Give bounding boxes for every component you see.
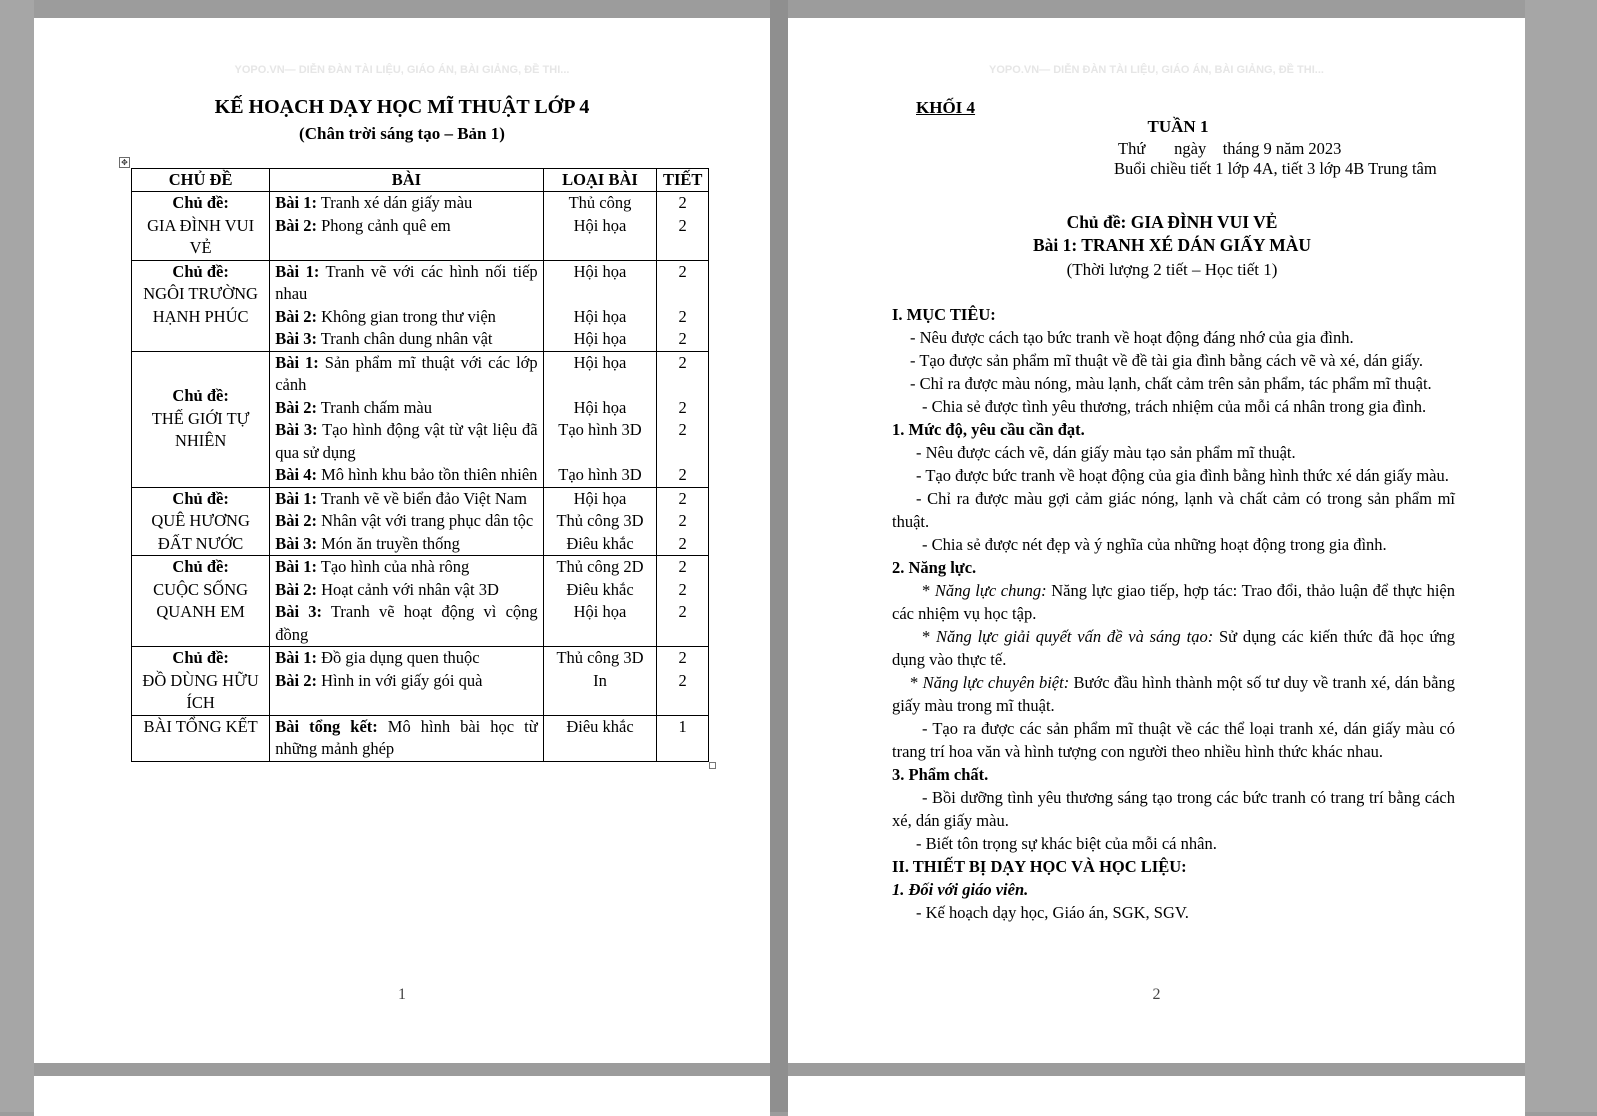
lesson-type: Thủ công 2D bbox=[556, 557, 644, 576]
document-page-1[interactable] bbox=[34, 18, 770, 1063]
plan-subtitle: (Chân trời sáng tạo – Bản 1) bbox=[299, 124, 505, 143]
lesson-periods: 2 bbox=[678, 648, 687, 667]
topic-name: NGÔI TRƯỜNG HẠNH PHÚC bbox=[143, 284, 258, 326]
quality-item: - Biết tôn trọng sự khác biệt của mỗi cá nhân. bbox=[916, 834, 1217, 853]
objective-item: - Tạo được sản phẩm mĩ thuật về đề tài gia đình bằng cách vẽ và xé, dán giấy. bbox=[910, 351, 1423, 370]
topic-heading: Chủ đề: GIA ĐÌNH VUI VẺ bbox=[1066, 212, 1278, 232]
section-objectives-title: I. MỤC TIÊU: bbox=[892, 305, 996, 324]
lesson-type-cell[interactable] bbox=[543, 487, 657, 556]
lesson-title: Tranh vẽ với các hình nối tiếp nhau bbox=[275, 261, 538, 303]
lesson-type: Hội họa bbox=[573, 306, 627, 326]
lesson-type: Tạo hình 3D bbox=[558, 465, 642, 484]
table-row bbox=[132, 487, 709, 556]
week-heading: TUẦN 1 bbox=[1147, 117, 1209, 136]
lesson-number: Bài 3: bbox=[275, 329, 317, 348]
lesson-periods: 2 bbox=[678, 261, 687, 281]
lesson-type-cell[interactable] bbox=[543, 715, 657, 761]
lessons-cell[interactable] bbox=[270, 487, 543, 556]
topic-cell[interactable] bbox=[132, 192, 270, 261]
page-header-watermark: YOPO.VN— DIỄN ĐÀN TÀI LIỆU, GIÁO ÁN, BÀI GIẢNG, ĐỀ THI... bbox=[234, 64, 570, 76]
lesson-periods: 2 bbox=[678, 533, 687, 553]
quality-item: - Bồi dưỡng tình yêu thương sáng tạo trong các bức tranh có trang trí bằng cách xé, dán giấy màu. bbox=[892, 788, 1455, 830]
lesson-title: Mô hình bài học từ những mảnh ghép bbox=[275, 716, 538, 758]
subsection-requirements-title: 1. Mức độ, yêu cầu cần đạt. bbox=[892, 420, 1085, 439]
lesson-item bbox=[275, 533, 537, 556]
lessons-cell[interactable] bbox=[270, 192, 543, 261]
competency-label: Năng lực giải quyết vấn đề và sáng tạo: bbox=[936, 627, 1214, 646]
lesson-number: Bài 3: bbox=[275, 420, 318, 439]
competency-item: * Năng lực chung: Năng lực giao tiếp, hợp tác: Trao đổi, thảo luận để thực hiện các nhiệm vụ học tập. bbox=[892, 581, 1456, 623]
lesson-periods: 2 bbox=[678, 215, 687, 235]
table-row bbox=[132, 351, 709, 487]
lesson-title: Không gian trong thư viện bbox=[316, 306, 496, 326]
lesson-title: Phong cảnh quê em bbox=[316, 215, 451, 235]
lesson-item bbox=[275, 328, 537, 351]
document-page-4-top[interactable] bbox=[788, 1076, 1525, 1116]
lesson-number: Bài 2: bbox=[275, 397, 317, 417]
competency-text: Bước đầu hình thành một số tư duy về tranh xé, dán bằng giấy màu trong mĩ thuật. bbox=[892, 673, 1455, 715]
lesson-type-cell[interactable] bbox=[543, 192, 657, 261]
periods-cell[interactable] bbox=[657, 487, 709, 556]
lesson-item bbox=[275, 464, 537, 487]
lesson-number: Bài 2: bbox=[275, 306, 317, 326]
table-row bbox=[132, 192, 709, 261]
requirement-item: - Nêu được cách vẽ, dán giấy màu tạo sản phẩm mĩ thuật. bbox=[916, 443, 1296, 462]
page-number: 2 bbox=[1152, 986, 1161, 1003]
objective-item: - Chỉ ra được màu nóng, màu lạnh, chất cảm trên sản phẩm, tác phẩm mĩ thuật. bbox=[910, 374, 1432, 393]
requirement-item: - Chia sẻ được nét đẹp và ý nghĩa của những hoạt động trong gia đình. bbox=[922, 535, 1387, 554]
periods-cell[interactable] bbox=[657, 647, 709, 716]
subsection-qualities-title: 3. Phẩm chất. bbox=[892, 765, 989, 784]
lesson-item bbox=[275, 192, 537, 215]
lesson-periods: 2 bbox=[678, 579, 687, 599]
topic-name: ĐỒ DÙNG HỮU ÍCH bbox=[142, 670, 259, 712]
lesson-periods: 2 bbox=[678, 557, 687, 576]
topic-cell[interactable] bbox=[132, 556, 270, 647]
lesson-type: Điêu khắc bbox=[566, 533, 634, 553]
lesson-item bbox=[275, 510, 537, 533]
lesson-periods: 2 bbox=[678, 602, 687, 621]
requirement-item: - Chỉ ra được màu gợi cảm giác nóng, lạnh và chất cảm có trong sản phẩm mĩ thuật. bbox=[892, 489, 1455, 531]
topic-name: BÀI TỔNG KẾT bbox=[143, 716, 258, 736]
periods-cell[interactable] bbox=[657, 260, 709, 351]
lesson-type-cell[interactable] bbox=[543, 647, 657, 716]
topic-cell[interactable] bbox=[132, 351, 270, 487]
section-equipment-title: II. THIẾT BỊ DẠY HỌC VÀ HỌC LIỆU: bbox=[892, 857, 1187, 876]
lesson-number: Bài 2: bbox=[275, 579, 317, 599]
lesson-title: Món ăn truyền thống bbox=[316, 533, 460, 553]
lesson-type: Hội họa bbox=[573, 261, 627, 281]
lesson-periods: 1 bbox=[678, 716, 687, 736]
lesson-number: Bài 2: bbox=[275, 511, 317, 530]
competency-item: * Năng lực giải quyết vấn đề và sáng tạo: Sử dụng các kiến thức đã học ứng dụng vào thực tế. bbox=[892, 627, 1455, 669]
page-header-watermark: YOPO.VN— DIỄN ĐÀN TÀI LIỆU, GIÁO ÁN, BÀI GIẢNG, ĐỀ THI... bbox=[989, 64, 1324, 76]
topic-label: Chủ đề: bbox=[172, 261, 229, 281]
lesson-number: Bài 1: bbox=[275, 488, 317, 508]
topic-label: Chủ đề: bbox=[172, 648, 229, 667]
plan-title: KẾ HOẠCH DẠY HỌC MĨ THUẬT LỚP 4 bbox=[214, 96, 590, 118]
lesson-periods: 2 bbox=[678, 352, 687, 372]
lesson-item bbox=[275, 352, 537, 397]
lesson-type: Tạo hình 3D bbox=[558, 420, 642, 439]
lesson-periods: 2 bbox=[678, 193, 687, 212]
lesson-number: Bài 2: bbox=[275, 215, 317, 235]
objective-item: - Nêu được cách tạo bức tranh về hoạt động đáng nhớ của gia đình. bbox=[910, 328, 1354, 347]
equipment-item: - Kế hoạch dạy học, Giáo án, SGK, SGV. bbox=[916, 903, 1189, 922]
lesson-item bbox=[275, 261, 537, 306]
lesson-periods: 2 bbox=[678, 670, 687, 690]
lesson-type: Hội họa bbox=[573, 488, 627, 508]
column-header-type: LOẠI BÀI bbox=[543, 169, 657, 192]
periods-cell[interactable] bbox=[657, 192, 709, 261]
subsection-competency-title: 2. Năng lực. bbox=[892, 558, 977, 577]
lesson-number: Bài 1: bbox=[275, 352, 319, 372]
lesson-title: Tạo hình động vật từ vật liệu đã qua sử dụng bbox=[275, 420, 538, 462]
lesson-item bbox=[275, 306, 537, 329]
lesson-number: Bài 1: bbox=[275, 261, 320, 281]
lesson-type: Hội họa bbox=[573, 602, 627, 621]
lesson-type-cell[interactable] bbox=[543, 260, 657, 351]
column-header-topic: CHỦ ĐỀ bbox=[132, 169, 270, 192]
topic-label: Chủ đề: bbox=[172, 488, 229, 508]
lesson-number: Bài 1: bbox=[275, 557, 317, 576]
table-row bbox=[132, 260, 709, 351]
schedule-line: Buổi chiều tiết 1 lớp 4A, tiết 3 lớp 4B Trung tâm bbox=[1114, 159, 1437, 178]
lesson-title: Mô hình khu bảo tồn thiên nhiên bbox=[316, 465, 538, 484]
competency-label: Năng lực chung: bbox=[934, 581, 1047, 600]
document-page-3-top[interactable] bbox=[34, 1076, 770, 1116]
competency-label: Năng lực chuyên biệt: bbox=[922, 673, 1070, 692]
objective-item: - Chia sẻ được tình yêu thương, trách nhiệm của mỗi cá nhân trong gia đình. bbox=[922, 397, 1427, 416]
lesson-number: Bài 1: bbox=[275, 193, 317, 212]
lesson-periods: 2 bbox=[678, 306, 687, 326]
lesson-title: Hình in với giấy gói quà bbox=[316, 670, 483, 690]
topic-name: THẾ GIỚI TỰ NHIÊN bbox=[151, 408, 250, 451]
document-page-2[interactable] bbox=[788, 18, 1525, 1063]
lesson-title: Tranh chân dung nhân vật bbox=[316, 329, 493, 348]
lesson-title: Hoạt cảnh với nhân vật 3D bbox=[316, 579, 499, 599]
lesson-title: Tranh xé dán giấy màu bbox=[316, 193, 473, 212]
lessons-cell[interactable] bbox=[270, 556, 543, 647]
lesson-type: Hội họa bbox=[573, 397, 627, 417]
lesson-title: Tạo hình của nhà rông bbox=[316, 557, 470, 576]
lesson-item bbox=[275, 647, 537, 670]
periods-cell[interactable] bbox=[657, 715, 709, 761]
topic-name: GIA ĐÌNH VUI VẺ bbox=[147, 215, 255, 257]
lesson-body bbox=[892, 303, 1455, 924]
lesson-periods: 2 bbox=[678, 511, 687, 530]
date-line: Thứ ngày tháng 9 năm 2023 bbox=[1118, 139, 1342, 158]
topic-name: CUỘC SỐNG QUANH EM bbox=[153, 579, 249, 621]
lesson-item bbox=[275, 579, 537, 602]
lesson-item bbox=[275, 601, 537, 646]
lesson-title: Tranh chấm màu bbox=[316, 397, 432, 417]
page-gutter-right bbox=[1525, 0, 1597, 1112]
lesson-type: Thủ công 3D bbox=[556, 511, 644, 530]
lesson-type: Thủ công 3D bbox=[556, 648, 644, 667]
lesson-item bbox=[275, 397, 537, 420]
lesson-number: Bài tổng kết: bbox=[275, 716, 378, 736]
lesson-periods: 2 bbox=[678, 420, 687, 439]
lesson-periods: 2 bbox=[678, 488, 687, 508]
lesson-number: Bài 1: bbox=[275, 648, 317, 667]
lesson-item bbox=[275, 716, 537, 761]
topic-cell[interactable] bbox=[132, 647, 270, 716]
lesson-periods: 2 bbox=[678, 329, 687, 348]
lesson-number: Bài 4: bbox=[275, 465, 317, 484]
lesson-number: Bài 3: bbox=[275, 533, 317, 553]
lesson-type: In bbox=[593, 670, 607, 690]
lesson-type: Điêu khắc bbox=[566, 716, 634, 736]
topic-cell[interactable] bbox=[132, 487, 270, 556]
lesson-item bbox=[275, 419, 537, 464]
lesson-title: Sản phẩm mĩ thuật với các lớp cảnh bbox=[275, 352, 538, 394]
lesson-type: Điêu khắc bbox=[566, 579, 634, 599]
lesson-number: Bài 3: bbox=[275, 602, 323, 621]
lesson-type-cell[interactable] bbox=[543, 556, 657, 647]
topic-cell[interactable] bbox=[132, 260, 270, 351]
requirement-item: - Tạo được bức tranh về hoạt động của gia đình bằng hình thức xé dán giấy màu. bbox=[916, 466, 1449, 485]
table-row bbox=[132, 715, 709, 761]
duration-line: (Thời lượng 2 tiết – Học tiết 1) bbox=[1066, 260, 1278, 279]
competency-item: * Năng lực chuyên biệt: Bước đầu hình thành một số tư duy về tranh xé, dán bằng giấy màu trong mĩ thuật. bbox=[892, 673, 1455, 715]
topic-label: Chủ đề: bbox=[172, 557, 229, 576]
lesson-item bbox=[275, 670, 537, 693]
lesson-item bbox=[275, 488, 537, 511]
lesson-periods: 2 bbox=[678, 465, 687, 484]
competency-text: Năng lực giao tiếp, hợp tác: Trao đổi, thảo luận để thực hiện các nhiệm vụ học tập. bbox=[892, 581, 1456, 623]
competency-text: Sử dụng các kiến thức đã học ứng dụng vào thực tế. bbox=[892, 627, 1455, 669]
lesson-type-cell[interactable] bbox=[543, 351, 657, 487]
lesson-title: Đồ gia dụng quen thuộc bbox=[316, 648, 480, 667]
table-resize-handle[interactable] bbox=[709, 762, 716, 769]
topic-name: QUÊ HƯƠNG ĐẤT NƯỚC bbox=[151, 511, 250, 553]
topic-label: Chủ đề: bbox=[172, 386, 229, 406]
lessons-cell[interactable] bbox=[270, 351, 543, 487]
table-header-row bbox=[132, 169, 709, 192]
table-move-handle-icon[interactable]: ✥ bbox=[119, 157, 130, 168]
lesson-title: Tranh vẽ hoạt động vì cộng đồng bbox=[275, 602, 538, 644]
page-gutter-left bbox=[0, 0, 34, 1112]
page-separator bbox=[770, 0, 788, 1112]
grade-heading: KHỐI 4 bbox=[916, 98, 976, 117]
lessons-cell[interactable] bbox=[270, 260, 543, 351]
lessons-cell[interactable] bbox=[270, 715, 543, 761]
lesson-type: Hội họa bbox=[573, 352, 627, 372]
page-number: 1 bbox=[398, 986, 406, 1003]
lesson-item bbox=[275, 215, 537, 238]
lesson-heading: Bài 1: TRANH XÉ DÁN GIẤY MÀU bbox=[1032, 235, 1312, 255]
lesson-item bbox=[275, 556, 537, 579]
lesson-title: Nhân vật với trang phục dân tộc bbox=[316, 511, 534, 530]
column-header-lesson: BÀI bbox=[270, 169, 543, 192]
periods-cell[interactable] bbox=[657, 351, 709, 487]
table-row bbox=[132, 647, 709, 716]
topic-cell[interactable] bbox=[132, 715, 270, 761]
lesson-periods: 2 bbox=[678, 397, 687, 417]
lesson-type: Thủ công bbox=[568, 193, 632, 212]
column-header-periods: TIẾT bbox=[657, 169, 709, 192]
lesson-type: Hội họa bbox=[573, 215, 627, 235]
table-row bbox=[132, 556, 709, 647]
periods-cell[interactable] bbox=[657, 556, 709, 647]
lesson-title: Tranh vẽ về biển đảo Việt Nam bbox=[316, 488, 527, 508]
lesson-plan-table bbox=[131, 168, 709, 762]
lesson-number: Bài 2: bbox=[275, 670, 317, 690]
subsection-teacher-title: 1. Đối với giáo viên. bbox=[892, 880, 1029, 899]
lessons-cell[interactable] bbox=[270, 647, 543, 716]
lesson-type: Hội họa bbox=[573, 329, 627, 348]
competency-item: - Tạo ra được các sản phẩm mĩ thuật về các thể loại tranh xé, dán giấy màu có trang trí hoa văn và hình tượng con người theo nhiều hình thức khác nhau. bbox=[892, 719, 1455, 761]
topic-label: Chủ đề: bbox=[172, 193, 229, 212]
